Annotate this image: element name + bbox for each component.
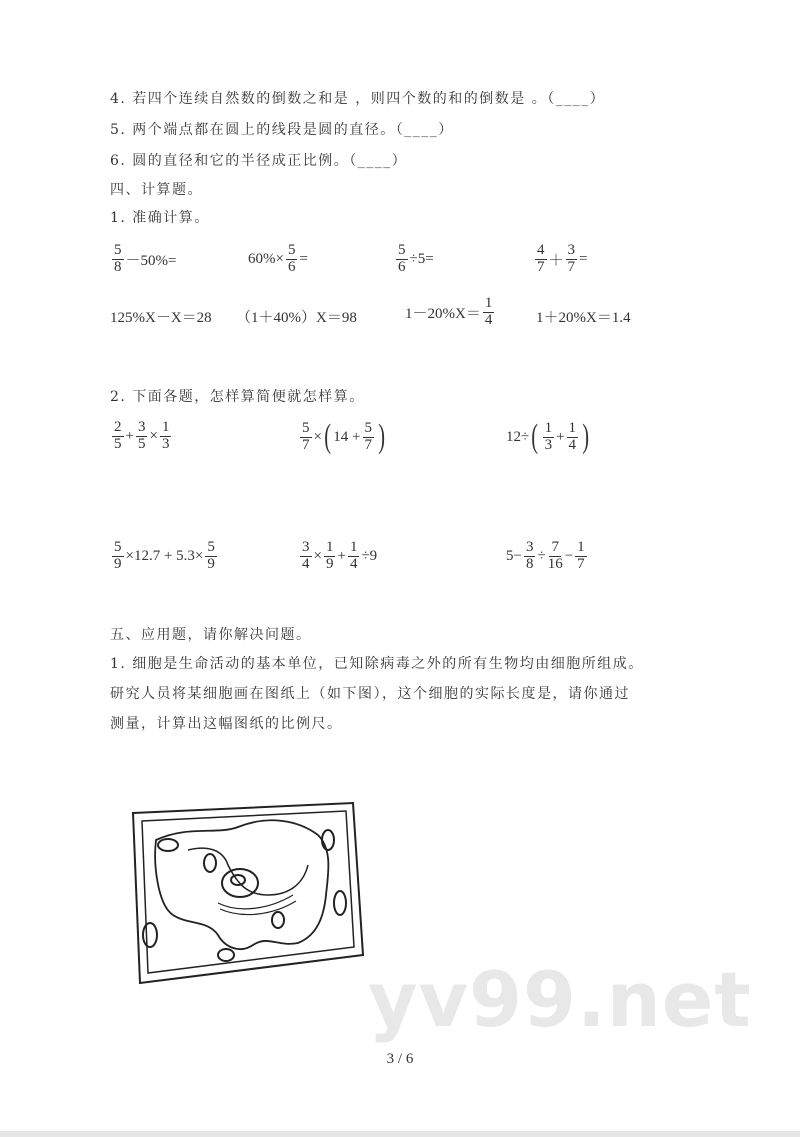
denominator: 9 xyxy=(325,555,334,572)
numerator: 1 xyxy=(577,539,585,555)
fraction xyxy=(348,540,360,573)
denominator: 7 xyxy=(302,436,310,453)
expression-text: 5− xyxy=(506,547,522,564)
expression xyxy=(298,540,377,573)
denominator: 7 xyxy=(364,436,373,453)
expression-text: ÷ xyxy=(537,547,546,564)
problem-line: 测量，计算出这幅图纸的比例尺。 xyxy=(110,716,343,732)
expression-text: ＋ xyxy=(548,252,564,269)
expression-text: × xyxy=(313,547,322,564)
parenthesis: ) xyxy=(378,418,386,455)
parenthesis: ( xyxy=(531,418,539,455)
fraction xyxy=(524,540,536,573)
expression-text: + xyxy=(556,428,565,445)
fraction xyxy=(543,421,555,454)
expression xyxy=(394,243,434,276)
numerator: 5 xyxy=(114,242,122,258)
q1-title: 1. 准确计算。 xyxy=(110,210,210,226)
denominator: 9 xyxy=(207,555,215,572)
fraction xyxy=(396,243,408,276)
expression-text: ÷9 xyxy=(361,547,378,564)
expression-text: = xyxy=(299,250,308,267)
section-5-title: 五、应用题，请你解决问题。 xyxy=(110,627,312,643)
denominator: 7 xyxy=(577,555,585,572)
fraction xyxy=(286,243,298,276)
expression-text: = xyxy=(579,250,588,267)
parenthesis: ( xyxy=(324,418,332,455)
equation xyxy=(536,306,631,327)
expression-text: 14 + xyxy=(333,428,361,445)
numerator: 5 xyxy=(302,419,310,436)
numerator: 3 xyxy=(525,539,534,555)
expression-text: × xyxy=(149,427,158,444)
expression-text: + xyxy=(125,427,134,444)
question-5: 5. 两个端点都在圆上的线段是圆的直径。（____） xyxy=(110,122,454,138)
fraction xyxy=(363,421,375,454)
page-number: 3 / 6 xyxy=(386,1051,414,1067)
expression xyxy=(248,243,308,276)
question-4: 4. 若四个连续自然数的倒数之和是 ，则四个数的和的倒数是 。（____） xyxy=(110,91,606,107)
expression xyxy=(506,420,591,454)
fraction xyxy=(112,243,124,276)
denominator: 4 xyxy=(302,555,310,572)
fraction xyxy=(112,420,124,453)
numerator: 4 xyxy=(537,242,545,258)
expression xyxy=(110,540,219,573)
numerator: 3 xyxy=(137,419,146,435)
page-bottom-edge xyxy=(0,1131,800,1137)
numerator: 1 xyxy=(161,419,170,435)
denominator: 4 xyxy=(349,555,358,572)
numerator: 5 xyxy=(398,242,406,258)
denominator: 6 xyxy=(287,258,296,275)
numerator: 3 xyxy=(567,242,576,258)
numerator: 2 xyxy=(114,419,122,435)
expression xyxy=(533,243,587,276)
expression-text: ×12.7 + 5.3× xyxy=(125,547,204,564)
expression xyxy=(110,420,173,453)
denominator: 5 xyxy=(137,435,146,452)
numerator: 5 xyxy=(207,539,215,555)
expression-text: 1－20%X＝ xyxy=(405,305,481,322)
expression-text: －50%= xyxy=(125,252,177,269)
numerator: 1 xyxy=(325,539,334,555)
denominator: 16 xyxy=(547,555,563,572)
expression xyxy=(110,243,176,276)
denominator: 4 xyxy=(484,311,493,328)
fraction xyxy=(160,420,172,453)
watermark: yv99.net xyxy=(368,955,752,1044)
numerator: 1 xyxy=(484,295,493,311)
expression-text: 12÷ xyxy=(506,428,530,445)
fraction xyxy=(300,540,312,573)
denominator: 5 xyxy=(114,435,122,452)
numerator: 1 xyxy=(544,419,553,436)
numerator: 3 xyxy=(302,539,310,555)
problem-line: 研究人员将某细胞画在图纸上（如下图），这个细胞的实际长度是，请你通过 xyxy=(110,686,630,702)
denominator: 3 xyxy=(544,436,553,453)
fraction xyxy=(136,420,148,453)
equation xyxy=(110,306,212,327)
section-4-title: 四、计算题。 xyxy=(110,182,203,198)
equation xyxy=(405,296,496,329)
denominator: 9 xyxy=(114,555,122,572)
numerator: 5 xyxy=(364,419,373,436)
fraction xyxy=(112,540,124,573)
fraction xyxy=(483,296,495,329)
denominator: 7 xyxy=(537,258,545,275)
expression-text: + xyxy=(337,547,346,564)
numerator: 1 xyxy=(568,419,577,436)
expression-text: × xyxy=(313,428,322,445)
fraction xyxy=(548,540,563,573)
numerator: 7 xyxy=(551,539,559,555)
expression-text: − xyxy=(564,547,574,564)
denominator: 8 xyxy=(114,258,122,275)
denominator: 7 xyxy=(567,258,576,275)
numerator: 1 xyxy=(349,539,358,555)
denominator: 8 xyxy=(525,555,534,572)
fraction xyxy=(566,243,578,276)
denominator: 3 xyxy=(161,435,170,452)
expression-text: 1＋20%X＝1.4 xyxy=(536,310,631,326)
fraction xyxy=(205,540,217,573)
fraction xyxy=(567,421,579,454)
q2-title: 2. 下面各题，怎样算简便就怎样算。 xyxy=(110,389,365,405)
fraction xyxy=(575,540,587,573)
numerator: 5 xyxy=(287,242,296,258)
expression-text: （1＋40%）X＝98 xyxy=(236,310,357,326)
fraction xyxy=(300,421,312,454)
expression-text: 60%× xyxy=(248,250,284,267)
expression-text: ÷5= xyxy=(409,250,434,267)
denominator: 4 xyxy=(568,436,577,453)
equation xyxy=(236,306,357,327)
expression xyxy=(506,540,589,573)
problem-line: 1. 细胞是生命活动的基本单位，已知除病毒之外的所有生物均由细胞所组成。 xyxy=(110,656,644,672)
question-6: 6. 圆的直径和它的半径成正比例。（____） xyxy=(110,153,408,169)
parenthesis: ) xyxy=(582,418,590,455)
expression-text: 125%X－X＝28 xyxy=(110,310,212,326)
fraction xyxy=(535,243,547,276)
plant-cell-diagram xyxy=(128,795,373,990)
fraction xyxy=(324,540,336,573)
expression xyxy=(298,420,387,454)
denominator: 6 xyxy=(398,258,406,275)
numerator: 5 xyxy=(114,539,122,555)
